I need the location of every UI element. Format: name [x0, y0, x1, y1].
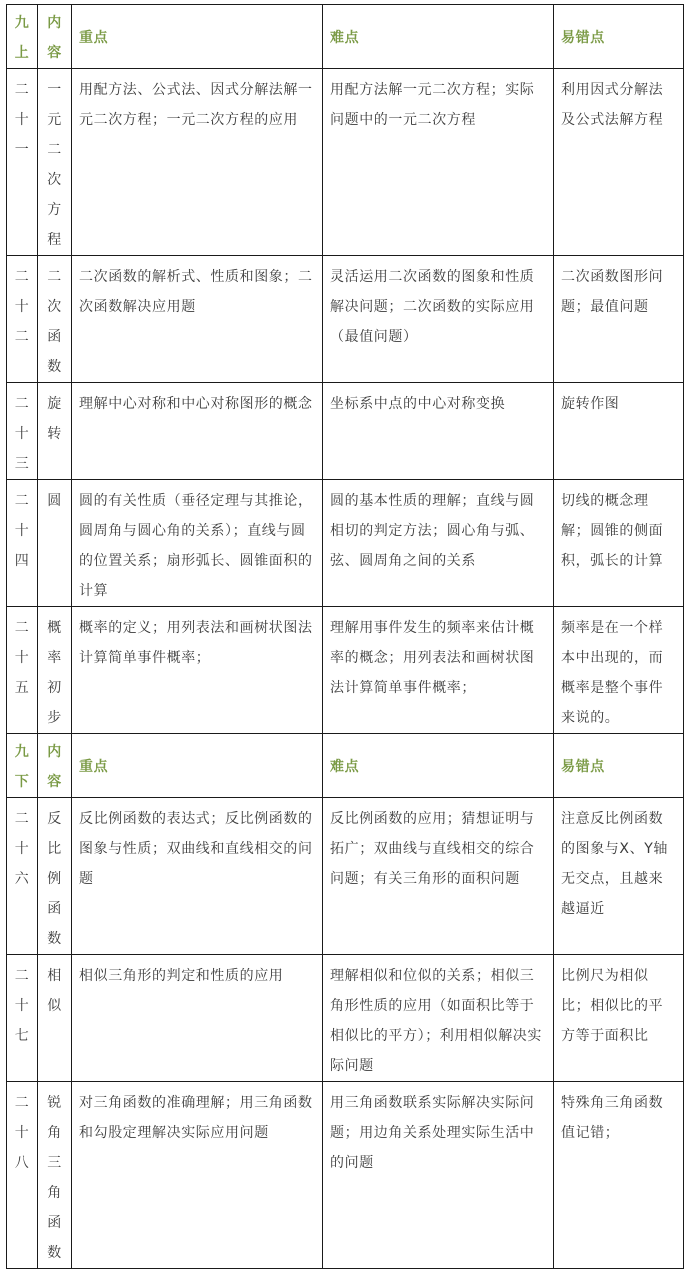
key-points-cell: 二次函数的解析式、性质和图象；二次函数解决应用题	[72, 256, 323, 383]
chapter-cell	[7, 383, 38, 480]
topic-cell-char: 函	[47, 1215, 62, 1231]
chapter-cell-char: 二	[14, 329, 30, 345]
error-prone-header: 易错点	[554, 5, 684, 69]
topic-cell-char: 率	[47, 650, 62, 666]
topic-cell-char: 例	[47, 871, 62, 887]
table-row	[7, 798, 684, 955]
chapter-cell-char: 十	[14, 998, 30, 1014]
header-row	[7, 5, 684, 69]
error-prone-header: 易错点	[554, 734, 684, 798]
term-header-char: 上	[14, 45, 30, 61]
topic-cell-char: 三	[47, 1155, 62, 1171]
chapter-cell	[7, 798, 38, 955]
chapter-cell-char: 一	[14, 142, 30, 158]
difficult-points-cell: 圆的基本性质的理解；直线与圆相切的判定方法；圆心角与弧、弦、圆周角之间的关系	[323, 480, 554, 607]
topic-cell	[38, 607, 72, 734]
topic-cell-char: 数	[47, 1245, 62, 1261]
difficult-points-cell: 理解用事件发生的频率来估计概率的概念；用列表法和画树状图法计算简单事件概率；	[323, 607, 554, 734]
topic-cell	[38, 798, 72, 955]
topic-cell-char: 方	[47, 202, 62, 218]
difficult-points-header: 难点	[323, 734, 554, 798]
chapter-cell-char: 十	[14, 650, 30, 666]
chapter-cell-char: 十	[14, 1125, 30, 1141]
error-prone-cell: 比例尺为相似比；相似比的平方等于面积比	[554, 955, 684, 1082]
content-header	[38, 5, 72, 69]
key-points-header: 重点	[72, 5, 323, 69]
chapter-cell-char: 八	[14, 1155, 30, 1171]
key-points-cell: 相似三角形的判定和性质的应用	[72, 955, 323, 1082]
table-row	[7, 607, 684, 734]
topic-cell-char: 数	[47, 931, 62, 947]
chapter-cell-char: 二	[14, 620, 30, 636]
chapter-cell-char: 三	[14, 456, 30, 472]
chapter-cell-char: 四	[14, 553, 30, 569]
table-row	[7, 480, 684, 607]
topic-cell-char: 似	[47, 998, 62, 1014]
topic-cell-char: 初	[47, 680, 62, 696]
table-row	[7, 383, 684, 480]
term-header-char: 九	[14, 744, 30, 760]
topic-cell-char: 一	[47, 82, 62, 98]
error-prone-cell: 二次函数图形问题；最值问题	[554, 256, 684, 383]
topic-cell-char: 二	[47, 269, 62, 285]
table-row	[7, 955, 684, 1082]
chapter-cell	[7, 1082, 38, 1269]
topic-cell-char: 二	[47, 142, 62, 158]
topic-cell-char: 角	[47, 1125, 62, 1141]
content-header-char: 容	[47, 45, 62, 61]
key-points-header: 重点	[72, 734, 323, 798]
chapter-cell	[7, 955, 38, 1082]
content-header-char: 内	[47, 744, 62, 760]
chapter-cell-char: 二	[14, 968, 30, 984]
topic-cell	[38, 955, 72, 1082]
term-header	[7, 5, 38, 69]
key-points-cell: 对三角函数的准确理解；用三角函数和勾股定理解决实际应用问题	[72, 1082, 323, 1269]
error-prone-cell: 特殊角三角函数值记错；	[554, 1082, 684, 1269]
header-row	[7, 734, 684, 798]
chapter-cell-char: 十	[14, 112, 30, 128]
chapter-cell	[7, 256, 38, 383]
error-prone-cell: 切线的概念理解；圆锥的侧面积，弧长的计算	[554, 480, 684, 607]
curriculum-table	[6, 4, 684, 1269]
topic-cell-char: 锐	[47, 1095, 62, 1111]
content-header-char: 容	[47, 774, 62, 790]
topic-cell-char: 反	[47, 811, 62, 827]
difficult-points-cell: 用配方法解一元二次方程；实际问题中的一元二次方程	[323, 69, 554, 256]
topic-cell-char: 旋	[47, 396, 62, 412]
topic-cell	[38, 480, 72, 607]
chapter-cell-char: 二	[14, 269, 30, 285]
topic-cell-char: 次	[47, 299, 62, 315]
chapter-cell-char: 五	[14, 680, 30, 696]
table-row	[7, 69, 684, 256]
key-points-cell: 理解中心对称和中心对称图形的概念	[72, 383, 323, 480]
chapter-cell-char: 十	[14, 299, 30, 315]
topic-cell-char: 角	[47, 1185, 62, 1201]
difficult-points-cell: 灵活运用二次函数的图象和性质解决问题；二次函数的实际应用（最值问题）	[323, 256, 554, 383]
term-header	[7, 734, 38, 798]
content-header-char: 内	[47, 15, 62, 31]
key-points-cell: 圆的有关性质（垂径定理与其推论，圆周角与圆心角的关系）；直线与圆的位置关系；扇形弧长、圆锥面积的计算	[72, 480, 323, 607]
error-prone-cell: 利用因式分解法及公式法解方程	[554, 69, 684, 256]
topic-cell-char: 函	[47, 901, 62, 917]
difficult-points-cell: 理解相似和位似的关系；相似三角形性质的应用（如面积比等于相似比的平方）；利用相似解决实际问题	[323, 955, 554, 1082]
chapter-cell	[7, 607, 38, 734]
error-prone-cell: 注意反比例函数的图象与X、Y轴无交点，且越来越逼近	[554, 798, 684, 955]
chapter-cell-char: 十	[14, 426, 30, 442]
difficult-points-cell: 反比例函数的应用；猜想证明与拓广；双曲线与直线相交的综合问题；有关三角形的面积问题	[323, 798, 554, 955]
topic-cell-char: 函	[47, 329, 62, 345]
key-points-cell: 概率的定义；用列表法和画树状图法计算简单事件概率；	[72, 607, 323, 734]
chapter-cell-char: 二	[14, 82, 30, 98]
table-body	[7, 5, 684, 1269]
chapter-cell	[7, 480, 38, 607]
table-row	[7, 1082, 684, 1269]
topic-cell-char: 圆	[47, 493, 62, 509]
topic-cell	[38, 256, 72, 383]
topic-cell-char: 概	[47, 620, 62, 636]
topic-cell-char: 数	[47, 359, 62, 375]
topic-cell	[38, 383, 72, 480]
chapter-cell-char: 七	[14, 1028, 30, 1044]
topic-cell	[38, 1082, 72, 1269]
chapter-cell-char: 十	[14, 841, 30, 857]
chapter-cell-char: 二	[14, 396, 30, 412]
topic-cell-char: 相	[47, 968, 62, 984]
chapter-cell	[7, 69, 38, 256]
topic-cell-char: 比	[47, 841, 62, 857]
topic-cell-char: 次	[47, 172, 62, 188]
chapter-cell-char: 二	[14, 493, 30, 509]
term-header-char: 下	[14, 774, 30, 790]
content-header	[38, 734, 72, 798]
difficult-points-cell: 用三角函数联系实际解决实际问题；用边角关系处理实际生活中的问题	[323, 1082, 554, 1269]
key-points-cell: 反比例函数的表达式；反比例函数的图象与性质；双曲线和直线相交的问题	[72, 798, 323, 955]
error-prone-cell: 频率是在一个样本中出现的，而概率是整个事件来说的。	[554, 607, 684, 734]
topic-cell	[38, 69, 72, 256]
difficult-points-header: 难点	[323, 5, 554, 69]
topic-cell-char: 转	[47, 426, 62, 442]
key-points-cell: 用配方法、公式法、因式分解法解一元二次方程；一元二次方程的应用	[72, 69, 323, 256]
topic-cell-char: 程	[47, 232, 62, 248]
chapter-cell-char: 二	[14, 811, 30, 827]
term-header-char: 九	[14, 15, 30, 31]
chapter-cell-char: 二	[14, 1095, 30, 1111]
table-row	[7, 256, 684, 383]
error-prone-cell: 旋转作图	[554, 383, 684, 480]
topic-cell-char: 步	[47, 710, 62, 726]
chapter-cell-char: 十	[14, 523, 30, 539]
chapter-cell-char: 六	[14, 871, 30, 887]
difficult-points-cell: 坐标系中点的中心对称变换	[323, 383, 554, 480]
topic-cell-char: 元	[47, 112, 62, 128]
